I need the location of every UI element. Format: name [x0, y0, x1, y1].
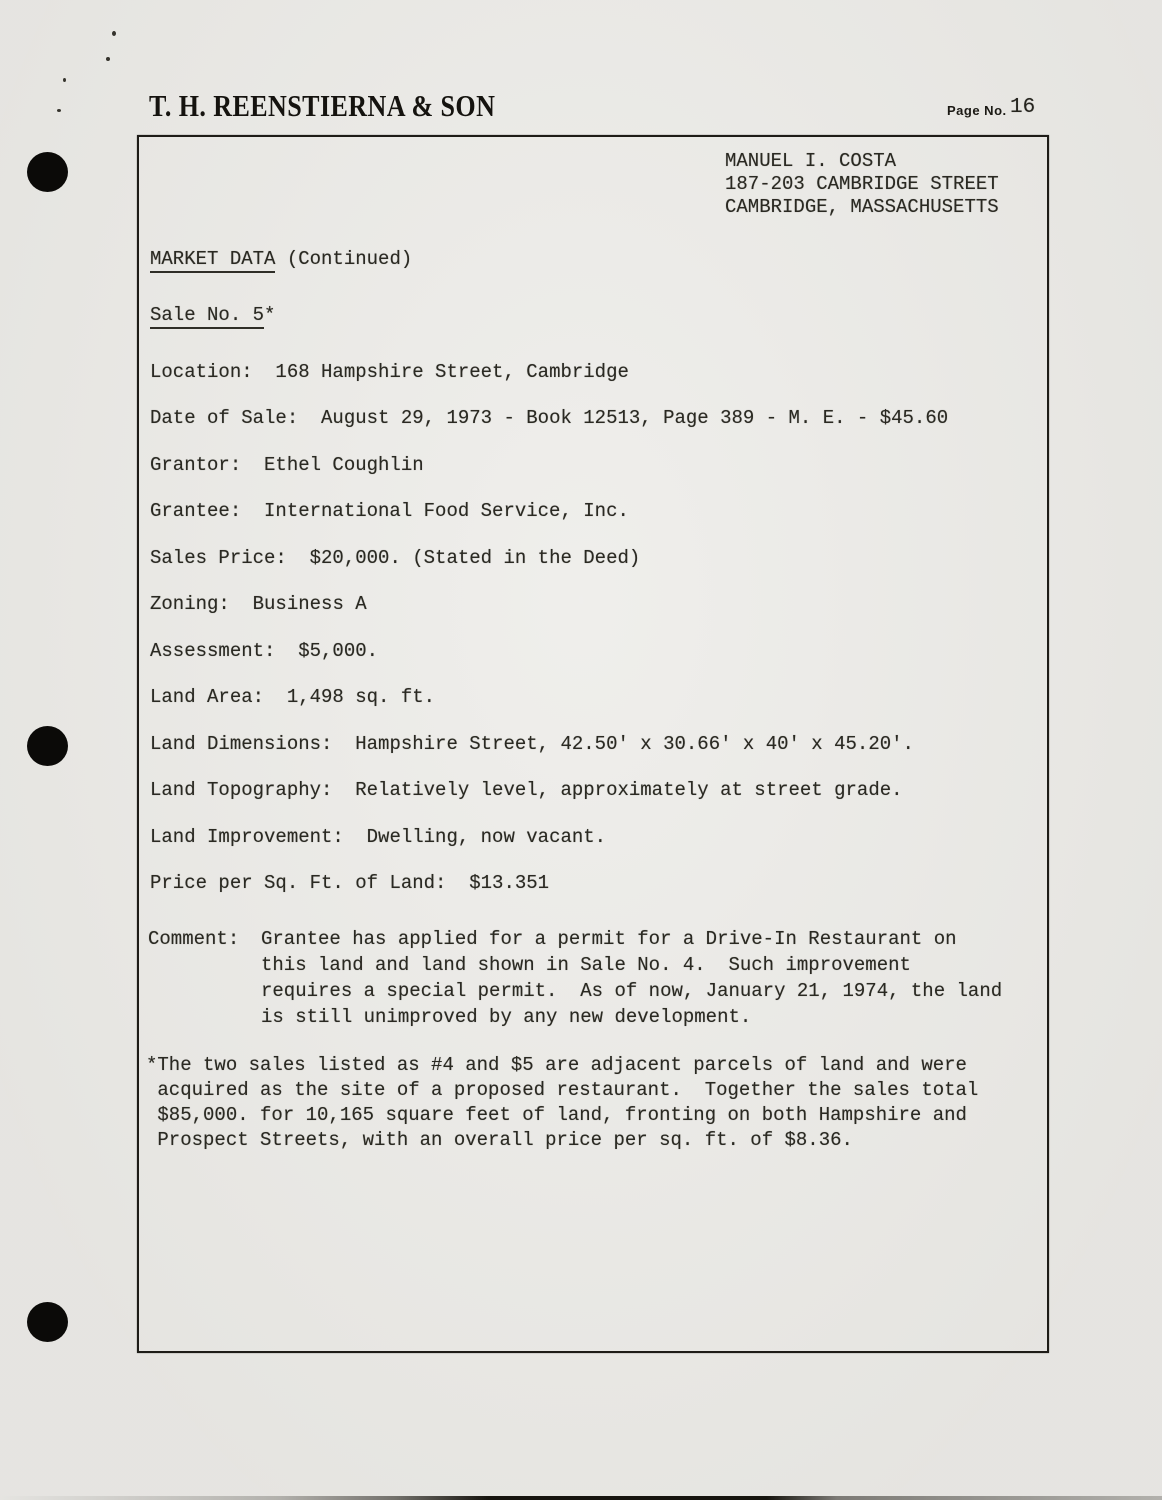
- field-label: Price per Sq. Ft. of Land:: [150, 872, 447, 894]
- field-location: [150, 360, 629, 384]
- field-label: Zoning:: [150, 593, 230, 615]
- field-value: Hampshire Street, 42.50' x 30.66' x 40' x 45.20'.: [355, 733, 914, 755]
- field-value: Ethel Coughlin: [264, 454, 424, 476]
- field-land-dimensions: [150, 732, 914, 756]
- hole-punch: [27, 726, 68, 766]
- recipient-name: MANUEL I. COSTA: [725, 150, 897, 172]
- comment-line: this land and land shown in Sale No. 4. Such improvement: [261, 954, 911, 976]
- field-label: Sales Price:: [150, 547, 287, 569]
- field-value: August 29, 1973 - Book 12513, Page 389 - M. E. - $45.60: [321, 407, 949, 429]
- comment-line: requires a special permit. As of now, January 21, 1974, the land: [261, 980, 1003, 1002]
- field-zoning: [150, 592, 367, 616]
- field-label: Date of Sale:: [150, 407, 299, 429]
- field-land-topography: [150, 778, 903, 802]
- scan-speck: [57, 109, 61, 112]
- field-value: 1,498 sq. ft.: [286, 686, 436, 708]
- field-grantor: [150, 453, 424, 477]
- field-value: 168 Hampshire Street, Cambridge: [275, 361, 629, 383]
- page-number: 16: [1010, 96, 1036, 119]
- hole-punch: [27, 1302, 68, 1342]
- field-value: $5,000.: [298, 640, 379, 662]
- field-label: Grantee:: [150, 500, 242, 522]
- sale-number-heading: [150, 303, 275, 327]
- comment-line: is still unimproved by any new development.: [261, 1006, 752, 1028]
- sale-number: Sale No. 5: [150, 304, 264, 329]
- field-value: International Food Service, Inc.: [264, 500, 629, 522]
- section-continued: (Continued): [275, 248, 413, 270]
- field-label: Assessment:: [150, 640, 276, 662]
- scan-speck: [63, 78, 66, 82]
- field-label: Land Topography:: [150, 779, 333, 801]
- field-value: Relatively level, approximately at street grade.: [355, 779, 903, 801]
- comment-label: Comment:: [148, 928, 240, 950]
- section-heading: [150, 247, 412, 271]
- section-title: MARKET DATA: [150, 248, 275, 273]
- field-value: $13.351: [469, 872, 550, 894]
- footnote-line: Prospect Streets, with an overall price per sq. ft. of $8.36.: [146, 1129, 853, 1151]
- field-price-per-sqft: [150, 871, 549, 895]
- field-value: Dwelling, now vacant.: [366, 826, 607, 848]
- recipient-city: CAMBRIDGE, MASSACHUSETTS: [725, 196, 999, 218]
- footnote-line: acquired as the site of a proposed restaurant. Together the sales total: [146, 1079, 979, 1101]
- recipient-street: 187-203 CAMBRIDGE STREET: [725, 173, 999, 195]
- hole-punch: [27, 152, 68, 192]
- field-grantee: [150, 499, 629, 523]
- field-date-of-sale: [150, 406, 948, 430]
- page-number-label: Page No.: [947, 103, 1007, 118]
- field-label: Location:: [150, 361, 253, 383]
- sale-asterisk: *: [264, 304, 276, 326]
- scan-speck: [112, 31, 116, 36]
- field-label: Grantor:: [150, 454, 242, 476]
- field-label: Land Dimensions:: [150, 733, 333, 755]
- company-name: T. H. REENSTIERNA & SON: [149, 88, 496, 123]
- field-land-improvement: [150, 825, 606, 849]
- scan-edge-artifact: [0, 1496, 1162, 1500]
- footnote-line: *The two sales listed as #4 and $5 are adjacent parcels of land and were: [146, 1054, 967, 1076]
- field-label: Land Improvement:: [150, 826, 344, 848]
- field-sales-price: [150, 546, 640, 570]
- field-value: $20,000. (Stated in the Deed): [309, 547, 641, 569]
- footnote-line: $85,000. for 10,165 square feet of land, fronting on both Hampshire and: [146, 1104, 967, 1126]
- field-assessment: [150, 639, 378, 663]
- scan-speck: [106, 57, 110, 61]
- comment-line: Grantee has applied for a permit for a Drive-In Restaurant on: [261, 928, 957, 950]
- field-land-area: [150, 685, 435, 709]
- field-label: Land Area:: [150, 686, 265, 708]
- field-value: Business A: [252, 593, 367, 615]
